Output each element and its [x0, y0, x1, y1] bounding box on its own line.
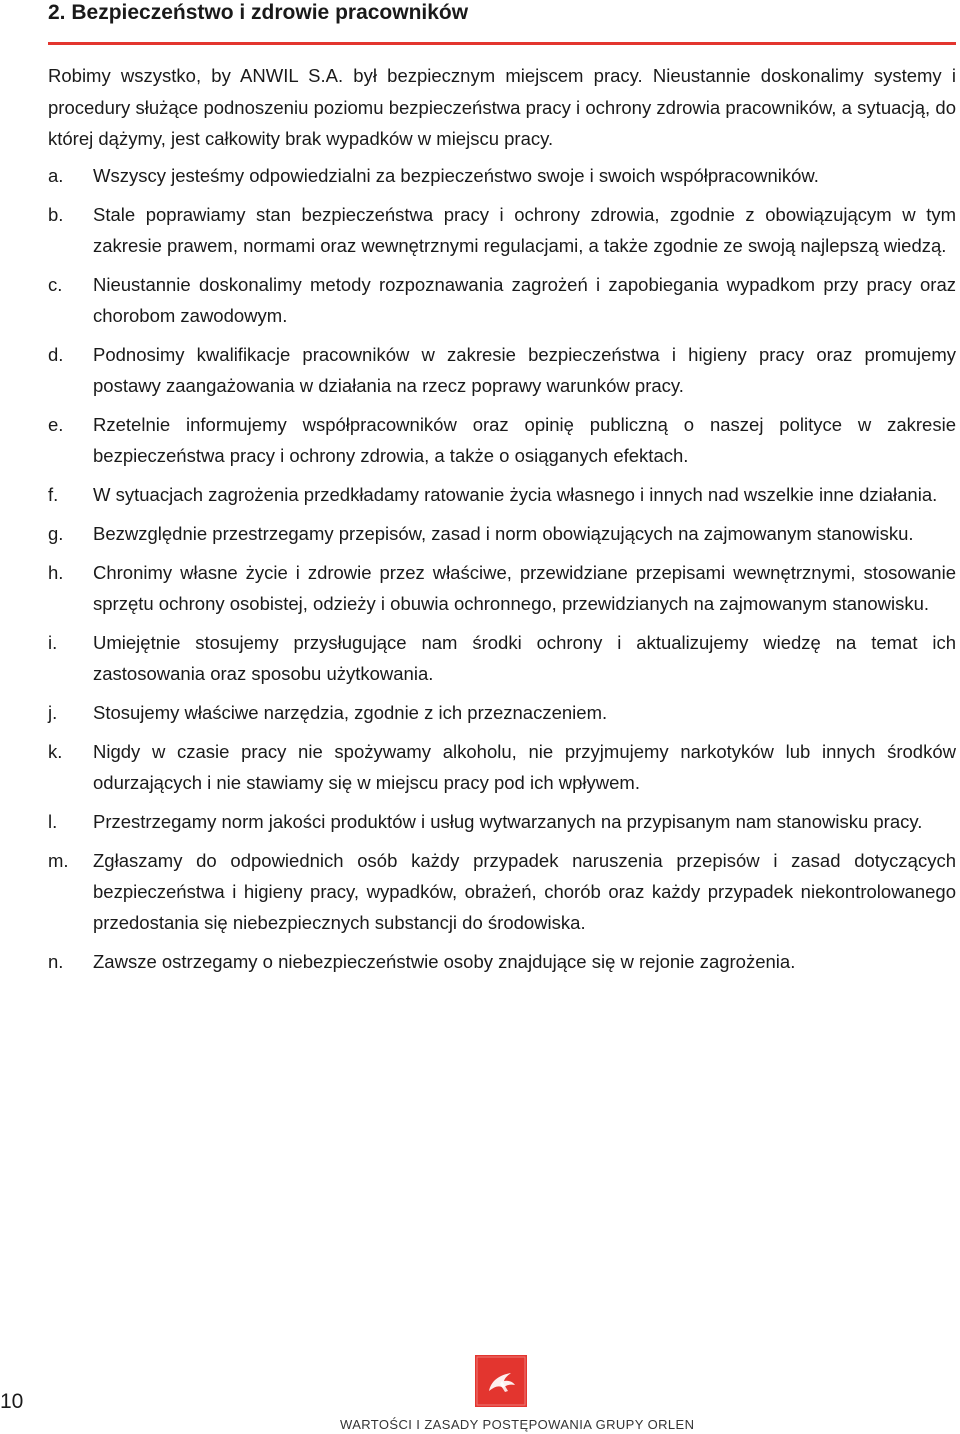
- list-marker: a.: [48, 165, 64, 186]
- list-item: [48, 479, 956, 510]
- list-item: [48, 269, 956, 331]
- list-item: [48, 409, 956, 471]
- list-item-text: W sytuacjach zagrożenia przedkładamy ratowanie życia własnego i innych nad wszelkie inne działania.: [93, 484, 938, 505]
- list-marker: m.: [48, 850, 69, 871]
- list-item: [48, 697, 956, 728]
- list-item: [48, 946, 956, 977]
- list-item-text: Nigdy w czasie pracy nie spożywamy alkoholu, nie przyjmujemy narkotyków lub innych środków odurzających i nie stawiamy się w miejscu pracy pod ich wpływem.: [93, 741, 956, 793]
- list-item-text: Zgłaszamy do odpowiednich osób każdy przypadek naruszenia przepisów i zasad dotyczących bezpieczeństwa i higieny pracy, wypadków, obrażeń, chorób oraz każdy przypadek niekontrolowanego przedostania się niebezpiecznych substancji do środowiska.: [93, 850, 956, 933]
- section-title: 2. Bezpieczeństwo i zdrowie pracowników: [48, 1, 469, 24]
- list-item-text: Umiejętnie stosujemy przysługujące nam środki ochrony i aktualizujemy wiedzę na temat ich zastosowania oraz sposobu użytkowania.: [93, 632, 956, 684]
- list-marker: j.: [48, 702, 58, 723]
- list-item: [48, 806, 956, 837]
- list-marker: d.: [48, 344, 64, 365]
- list-item: [48, 339, 956, 401]
- list-item: [48, 199, 956, 261]
- list-item-text: Stale poprawiamy stan bezpieczeństwa pracy i ochrony zdrowia, zgodnie z obowiązującym w tym zakresie prawem, normami oraz wewnętrznymi regulacjami, a także zgodnie ze swoją najlepszą wiedzą.: [93, 204, 956, 256]
- list-item-text: Rzetelnie informujemy współpracowników oraz opinię publiczną o naszej polityce w zakresie bezpieczeństwa pracy i ochrony zdrowia, a także o osiąganych efektach.: [93, 414, 956, 466]
- list-marker: i.: [48, 632, 58, 653]
- list-item: [48, 845, 956, 938]
- list-item-text: Zawsze ostrzegamy o niebezpieczeństwie osoby znajdujące się w rejonie zagrożenia.: [93, 951, 796, 972]
- list-item: [48, 736, 956, 798]
- list-item-text: Wszyscy jesteśmy odpowiedzialni za bezpieczeństwo swoje i swoich współpracowników.: [93, 165, 819, 186]
- list-item: [48, 160, 956, 191]
- footer-title: WARTOŚCI I ZASADY POSTĘPOWANIA GRUPY ORLEN: [340, 1417, 695, 1432]
- list-item-text: Podnosimy kwalifikacje pracowników w zakresie bezpieczeństwa i higieny pracy oraz promujemy postawy zaangażowania w działania na rzecz poprawy warunków pracy.: [93, 344, 956, 396]
- list-marker: n.: [48, 951, 64, 972]
- page-number: 10: [0, 1390, 24, 1413]
- list-item-text: Stosujemy właściwe narzędzia, zgodnie z ich przeznaczeniem.: [93, 702, 608, 723]
- list-marker: b.: [48, 204, 64, 225]
- list-item: [48, 518, 956, 549]
- list-marker: f.: [48, 484, 59, 505]
- list-item: [48, 557, 956, 619]
- intro-paragraph: Robimy wszystko, by ANWIL S.A. był bezpiecznym miejscem pracy. Nieustannie doskonalimy systemy i procedury służące podnoszeniu poziomu bezpieczeństwa pracy i ochrony zdrowia pracowników, a sytuacją, do której dążymy, jest całkowity brak wypadków w miejscu pracy.: [48, 65, 956, 149]
- orlen-eagle-logo-icon: [475, 1355, 527, 1407]
- title-divider: [48, 42, 956, 45]
- list-item-text: Nieustannie doskonalimy metody rozpoznawania zagrożeń i zapobiegania wypadkom przy pracy oraz chorobom zawodowym.: [93, 274, 956, 326]
- list-item-text: Chronimy własne życie i zdrowie przez właściwe, przewidziane przepisami wewnętrznymi, stosowanie sprzętu ochrony osobistej, odzieży i obuwia ochronnego, przewidzianych na zajmowanym stanowisku.: [93, 562, 956, 614]
- list-marker: g.: [48, 523, 64, 544]
- list-marker: k.: [48, 741, 63, 762]
- list-item: [48, 627, 956, 689]
- list-marker: e.: [48, 414, 64, 435]
- list-item-text: Bezwzględnie przestrzegamy przepisów, zasad i norm obowiązujących na zajmowanym stanowisku.: [93, 523, 914, 544]
- list-marker: l.: [48, 811, 58, 832]
- list-marker: h.: [48, 562, 64, 583]
- list-item-text: Przestrzegamy norm jakości produktów i usług wytwarzanych na przypisanym nam stanowisku pracy.: [93, 811, 923, 832]
- principles-list: [48, 160, 956, 985]
- list-marker: c.: [48, 274, 63, 295]
